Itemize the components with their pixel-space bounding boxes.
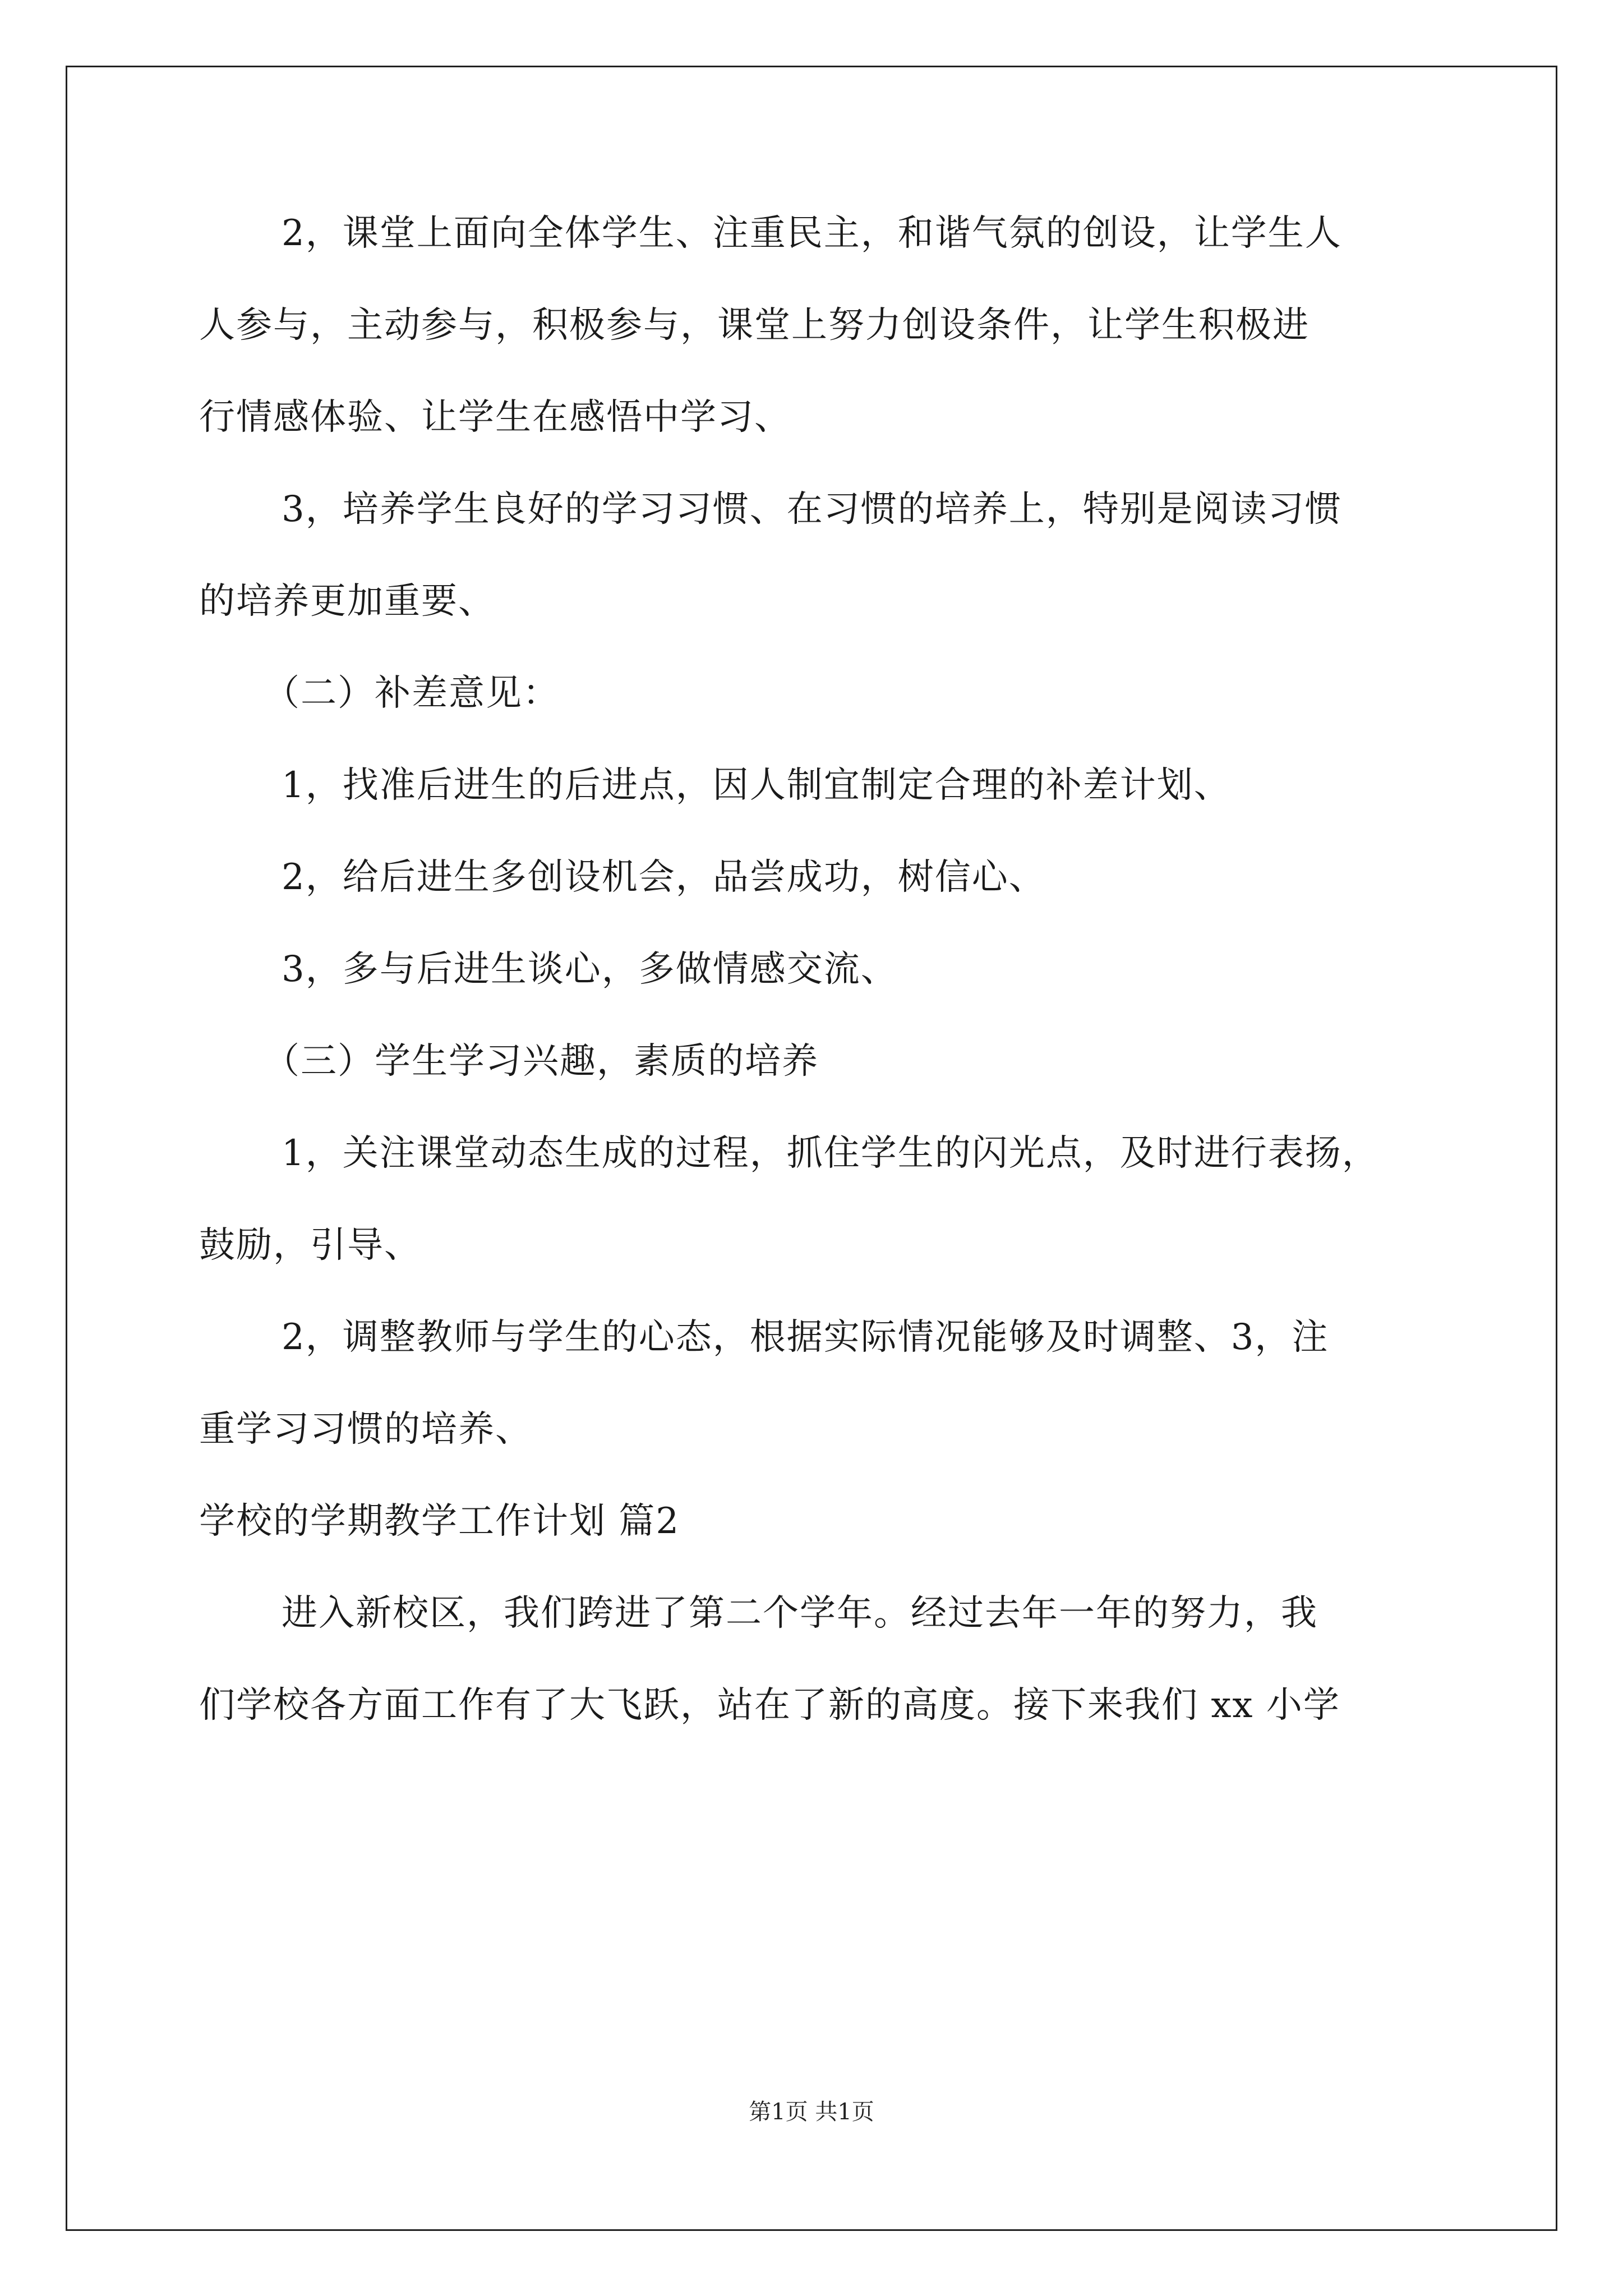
paragraph-line: 行情感体验、让学生在感悟中学习、 — [199, 397, 791, 438]
paragraph-line: 3，培养学生良好的学习习惯、在习惯的培养上，特别是阅读习惯 — [282, 489, 1342, 530]
line-gap — [199, 992, 1427, 1038]
paragraph-line: 进入新校区，我们跨进了第二个学年。经过去年一年的努力，我 — [282, 1593, 1318, 1634]
line-gap — [199, 348, 1427, 394]
line-gap — [199, 808, 1427, 854]
paragraph-line: 鼓励，引导、 — [199, 1225, 421, 1266]
page-footer — [0, 2098, 1623, 2126]
document-body — [199, 210, 1427, 1728]
page-number: 第1页 共1页 — [749, 2099, 874, 2125]
line-gap — [199, 716, 1427, 762]
line-gap — [199, 1636, 1427, 1682]
paragraph-line: 2，调整教师与学生的心态，根据实际情况能够及时调整、3，注 — [282, 1317, 1329, 1358]
paragraph-line: 3，多与后进生谈心，多做情感交流、 — [282, 949, 898, 990]
section-heading: （二）补差意见： — [264, 673, 560, 714]
paragraph-line: 1，找准后进生的后进点，因人制宜制定合理的补差计划、 — [282, 765, 1231, 806]
line-gap — [199, 1268, 1427, 1314]
document-title: 学校的学期教学工作计划 篇2 — [199, 1501, 680, 1542]
line-gap — [199, 256, 1427, 302]
paragraph-line: 重学习习惯的培养、 — [199, 1409, 532, 1450]
section-heading: （三）学生学习兴趣，素质的培养 — [264, 1041, 819, 1082]
line-gap — [199, 1176, 1427, 1222]
paragraph-line: 的培养更加重要、 — [199, 581, 495, 622]
line-gap — [199, 900, 1427, 946]
line-gap — [199, 532, 1427, 578]
line-gap — [199, 1544, 1427, 1590]
paragraph-line: 1，关注课堂动态生成的过程，抓住学生的闪光点，及时进行表扬， — [282, 1133, 1379, 1174]
line-gap — [199, 1452, 1427, 1498]
paragraph-line: 们学校各方面工作有了大飞跃，站在了新的高度。接下来我们 xx 小学 — [199, 1685, 1340, 1726]
line-gap — [199, 1360, 1427, 1406]
paragraph-line: 人参与，主动参与，积极参与，课堂上努力创设条件，让学生积极进 — [199, 305, 1310, 346]
line-gap — [199, 624, 1427, 670]
paragraph-line: 2，给后进生多创设机会，品尝成功，树信心、 — [282, 857, 1046, 898]
line-gap — [199, 1084, 1427, 1130]
line-gap — [199, 440, 1427, 486]
paragraph-line: 2，课堂上面向全体学生、注重民主，和谐气氛的创设，让学生人 — [282, 213, 1342, 254]
